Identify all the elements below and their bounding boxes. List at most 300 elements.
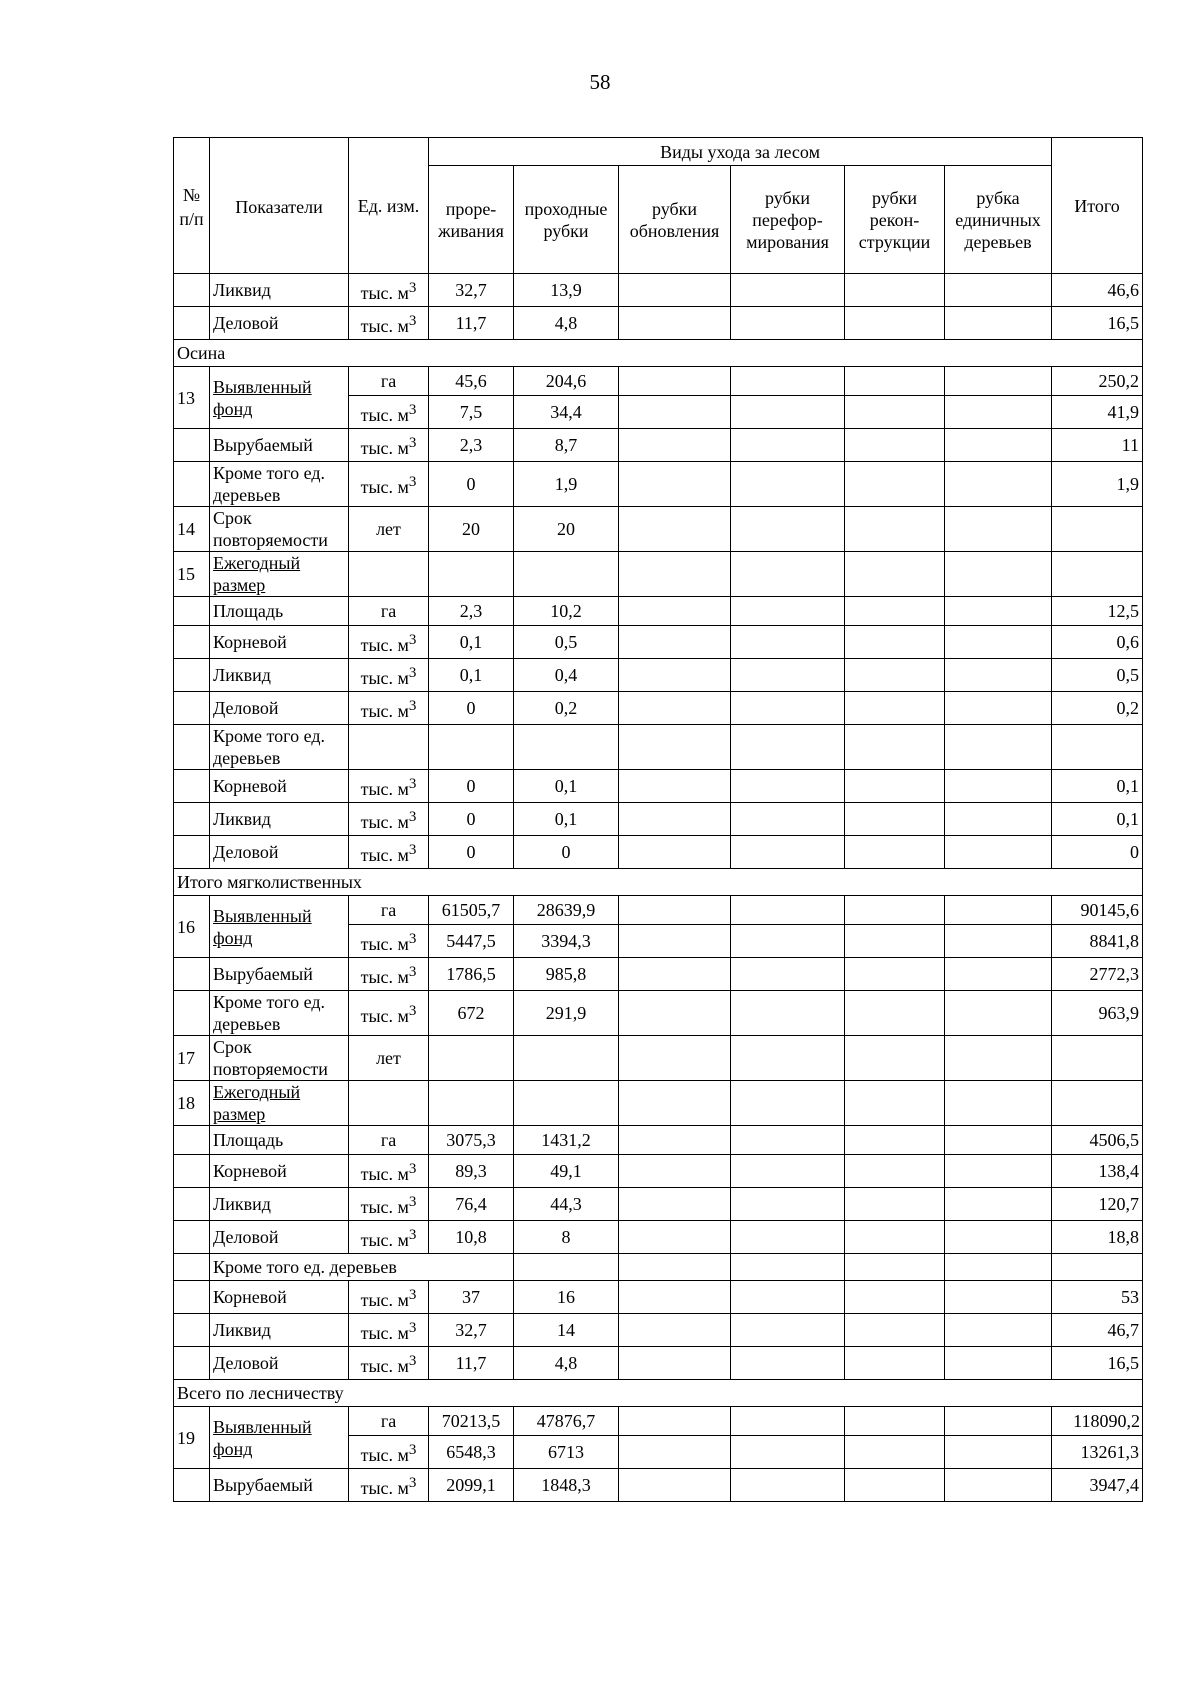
empty-cell: [619, 692, 731, 725]
empty-cell: [514, 552, 619, 597]
empty-cell: [619, 896, 731, 925]
unit-text: тыс. м: [360, 404, 409, 425]
empty-cell: [731, 1221, 845, 1254]
empty-cell: [945, 1036, 1052, 1081]
empty-cell: [945, 462, 1052, 507]
empty-cell: [619, 958, 731, 991]
empty-cell: [731, 958, 845, 991]
empty-cell: [731, 1314, 845, 1347]
empty-cell: [174, 692, 210, 725]
empty-cell: [845, 1155, 945, 1188]
page-number: 58: [589, 70, 611, 94]
empty-cell: [945, 991, 1052, 1036]
unit-text: тыс. м: [360, 966, 409, 987]
indicator-label: Корневой: [210, 770, 349, 803]
empty-cell: [174, 958, 210, 991]
unit-cell: [349, 1469, 429, 1502]
value-cell: 8,7: [514, 429, 619, 462]
empty-cell: [619, 770, 731, 803]
table-row: [174, 552, 1143, 597]
unit-text: тыс. м: [360, 1355, 409, 1376]
empty-cell: [619, 836, 731, 869]
empty-cell: [945, 507, 1052, 552]
table-row: [174, 1221, 1143, 1254]
value-cell: 28639,9: [514, 896, 619, 925]
empty-cell: [1052, 507, 1143, 552]
empty-cell: [174, 1314, 210, 1347]
empty-cell: [945, 958, 1052, 991]
unit-exponent: 3: [408, 1441, 417, 1458]
total-cell: 11: [1052, 429, 1143, 462]
unit-cell: га: [349, 896, 429, 925]
empty-cell: [945, 367, 1052, 396]
value-cell: 7,5: [429, 396, 514, 429]
total-cell: 18,8: [1052, 1221, 1143, 1254]
unit-exponent: 3: [408, 841, 417, 858]
total-cell: 53: [1052, 1281, 1143, 1314]
total-cell: 0,1: [1052, 803, 1143, 836]
empty-cell: [845, 1188, 945, 1221]
unit-cell: [349, 692, 429, 725]
empty-cell: [731, 1407, 845, 1436]
indicator-label: Вырубаемый: [210, 1469, 349, 1502]
value-cell: 6548,3: [429, 1436, 514, 1469]
empty-cell: [619, 1281, 731, 1314]
empty-cell: [945, 1081, 1052, 1126]
total-cell: 41,9: [1052, 396, 1143, 429]
unit-exponent: 3: [408, 1474, 417, 1491]
empty-cell: [845, 429, 945, 462]
indicator-label: Вырубаемый: [210, 429, 349, 462]
total-cell: 16,5: [1052, 1347, 1143, 1380]
empty-cell: [945, 1436, 1052, 1469]
unit-cell: лет: [349, 507, 429, 552]
empty-cell: [945, 1347, 1052, 1380]
table-row: [174, 597, 1143, 626]
unit-text: тыс. м: [360, 1196, 409, 1217]
value-cell: 0,1: [429, 659, 514, 692]
value-cell: 61505,7: [429, 896, 514, 925]
value-cell: 70213,5: [429, 1407, 514, 1436]
empty-cell: [619, 1407, 731, 1436]
indicator-label: Деловой: [210, 836, 349, 869]
empty-cell: [845, 1126, 945, 1155]
table-row: [174, 1155, 1143, 1188]
total-cell: 12,5: [1052, 597, 1143, 626]
unit-text: тыс. м: [360, 1289, 409, 1310]
unit-cell: [349, 659, 429, 692]
table-row: [174, 991, 1143, 1036]
section-title: Осина: [174, 340, 1143, 367]
row-number: 18: [174, 1081, 210, 1126]
empty-cell: [174, 725, 210, 770]
indicator-label: Ликвид: [210, 274, 349, 307]
unit-exponent: 3: [408, 1226, 417, 1243]
indicator-label: Корневой: [210, 626, 349, 659]
empty-cell: [174, 462, 210, 507]
empty-cell: [945, 1155, 1052, 1188]
value-cell: 8: [514, 1221, 619, 1254]
value-cell: 37: [429, 1281, 514, 1314]
value-cell: 0,1: [429, 626, 514, 659]
total-cell: 13261,3: [1052, 1436, 1143, 1469]
table-row: [174, 836, 1143, 869]
unit-exponent: 3: [408, 1002, 417, 1019]
value-cell: 1431,2: [514, 1126, 619, 1155]
value-cell: 0,2: [514, 692, 619, 725]
empty-cell: [174, 1188, 210, 1221]
table-row: [174, 1188, 1143, 1221]
empty-cell: [174, 1281, 210, 1314]
unit-exponent: 3: [408, 1160, 417, 1177]
empty-cell: [945, 1188, 1052, 1221]
header-thinning: проре- живания: [429, 166, 514, 274]
total-cell: 0,1: [1052, 770, 1143, 803]
unit-cell: га: [349, 1126, 429, 1155]
empty-cell: [731, 1347, 845, 1380]
empty-cell: [1052, 552, 1143, 597]
empty-cell: [731, 803, 845, 836]
empty-cell: [174, 836, 210, 869]
unit-text: тыс. м: [360, 1229, 409, 1250]
table-row: [174, 659, 1143, 692]
unit-text: тыс. м: [360, 476, 409, 497]
empty-cell: [845, 552, 945, 597]
header-renewal-cutting: рубки обновления: [619, 166, 731, 274]
table-row: [174, 274, 1143, 307]
value-cell: 4,8: [514, 307, 619, 340]
unit-cell: [349, 1155, 429, 1188]
indicator-label: Выявленный фонд: [210, 1407, 349, 1469]
unit-text: тыс. м: [360, 1005, 409, 1026]
unit-cell: [349, 462, 429, 507]
row-number: 19: [174, 1407, 210, 1469]
unit-cell: [349, 1314, 429, 1347]
section-row-aspen: [174, 340, 1143, 367]
indicator-label: Деловой: [210, 1221, 349, 1254]
value-cell: 0: [429, 462, 514, 507]
value-cell: 1,9: [514, 462, 619, 507]
unit-exponent: 3: [408, 1352, 417, 1369]
unit-exponent: 3: [408, 1193, 417, 1210]
table-row: [174, 1347, 1143, 1380]
value-cell: 2099,1: [429, 1469, 514, 1502]
empty-cell: [619, 274, 731, 307]
value-cell: 14: [514, 1314, 619, 1347]
empty-cell: [619, 1081, 731, 1126]
value-cell: 4,8: [514, 1347, 619, 1380]
empty-cell: [619, 1036, 731, 1081]
empty-cell: [945, 725, 1052, 770]
empty-cell: [845, 896, 945, 925]
empty-cell: [731, 552, 845, 597]
empty-cell: [945, 597, 1052, 626]
empty-cell: [845, 659, 945, 692]
unit-exponent: 3: [408, 401, 417, 418]
unit-cell: [349, 958, 429, 991]
empty-cell: [619, 1188, 731, 1221]
empty-cell: [945, 1314, 1052, 1347]
unit-text: тыс. м: [360, 667, 409, 688]
indicator-label: Срок повторяемости: [210, 507, 349, 552]
empty-cell: [845, 1347, 945, 1380]
empty-cell: [619, 1254, 731, 1281]
unit-text: тыс. м: [360, 1163, 409, 1184]
section-title: Итого мягколиственных: [174, 869, 1143, 896]
empty-cell: [514, 1081, 619, 1126]
indicator-label: Ликвид: [210, 659, 349, 692]
table-row: [174, 1314, 1143, 1347]
table-row: [174, 626, 1143, 659]
empty-cell: [619, 1436, 731, 1469]
empty-cell: [429, 1036, 514, 1081]
empty-cell: [174, 597, 210, 626]
empty-cell: [514, 1036, 619, 1081]
empty-cell: [731, 367, 845, 396]
table-row: [174, 803, 1143, 836]
unit-text: тыс. м: [360, 1322, 409, 1343]
empty-cell: [731, 626, 845, 659]
empty-cell: [429, 1081, 514, 1126]
empty-cell: [429, 725, 514, 770]
unit-exponent: 3: [408, 775, 417, 792]
value-cell: 0: [514, 836, 619, 869]
empty-cell: [349, 1081, 429, 1126]
empty-cell: [731, 1126, 845, 1155]
empty-cell: [514, 725, 619, 770]
total-cell: 16,5: [1052, 307, 1143, 340]
table-row: [174, 1281, 1143, 1314]
indicator-label: Кроме того ед. деревьев: [210, 725, 349, 770]
table-row: [174, 1254, 1143, 1281]
empty-cell: [845, 803, 945, 836]
section-row-softwood-total: [174, 869, 1143, 896]
unit-cell: [349, 1188, 429, 1221]
empty-cell: [945, 925, 1052, 958]
empty-cell: [845, 836, 945, 869]
empty-cell: [174, 1126, 210, 1155]
empty-cell: [731, 1436, 845, 1469]
empty-cell: [945, 429, 1052, 462]
empty-cell: [619, 659, 731, 692]
value-cell: 5447,5: [429, 925, 514, 958]
value-cell: 0,5: [514, 626, 619, 659]
empty-cell: [845, 1081, 945, 1126]
table-row: [174, 1126, 1143, 1155]
empty-cell: [731, 725, 845, 770]
empty-cell: [619, 1126, 731, 1155]
empty-cell: [945, 659, 1052, 692]
value-cell: 0: [429, 692, 514, 725]
indicator-label: Площадь: [210, 1126, 349, 1155]
empty-cell: [731, 1281, 845, 1314]
empty-cell: [845, 597, 945, 626]
table-row: [174, 367, 1143, 396]
empty-cell: [619, 1347, 731, 1380]
total-cell: 250,2: [1052, 367, 1143, 396]
row-number: 16: [174, 896, 210, 958]
header-reformation-cutting: рубки перефор- мирования: [731, 166, 845, 274]
table-row: [174, 958, 1143, 991]
unit-exponent: 3: [408, 312, 417, 329]
value-cell: 3394,3: [514, 925, 619, 958]
empty-cell: [731, 896, 845, 925]
unit-text: тыс. м: [360, 315, 409, 336]
empty-cell: [619, 1314, 731, 1347]
value-cell: 1848,3: [514, 1469, 619, 1502]
empty-cell: [1052, 1254, 1143, 1281]
value-cell: 16: [514, 1281, 619, 1314]
empty-cell: [429, 552, 514, 597]
table-row: [174, 725, 1143, 770]
value-cell: 1786,5: [429, 958, 514, 991]
empty-cell: [945, 896, 1052, 925]
unit-text: тыс. м: [360, 811, 409, 832]
empty-cell: [619, 367, 731, 396]
header-care-types: Виды ухода за лесом: [429, 138, 1052, 166]
unit-exponent: 3: [408, 279, 417, 296]
empty-cell: [349, 552, 429, 597]
indicator-label: Кроме того ед. деревьев: [210, 462, 349, 507]
total-cell: 8841,8: [1052, 925, 1143, 958]
indicator-label: Деловой: [210, 307, 349, 340]
empty-cell: [845, 396, 945, 429]
value-cell: 44,3: [514, 1188, 619, 1221]
empty-cell: [845, 991, 945, 1036]
empty-cell: [845, 626, 945, 659]
empty-cell: [731, 429, 845, 462]
unit-exponent: 3: [408, 1319, 417, 1336]
empty-cell: [174, 274, 210, 307]
table-row: [174, 896, 1143, 925]
row-number: 15: [174, 552, 210, 597]
value-cell: 2,3: [429, 429, 514, 462]
empty-cell: [945, 552, 1052, 597]
value-cell: 985,8: [514, 958, 619, 991]
empty-cell: [619, 991, 731, 1036]
unit-cell: [349, 836, 429, 869]
unit-exponent: 3: [408, 930, 417, 947]
empty-cell: [619, 597, 731, 626]
empty-cell: [174, 803, 210, 836]
empty-cell: [174, 429, 210, 462]
indicator-label: Кроме того ед. деревьев: [210, 991, 349, 1036]
empty-cell: [845, 1314, 945, 1347]
empty-cell: [845, 1221, 945, 1254]
value-cell: 89,3: [429, 1155, 514, 1188]
empty-cell: [731, 1188, 845, 1221]
empty-cell: [619, 1221, 731, 1254]
unit-cell: [349, 626, 429, 659]
total-cell: 0,2: [1052, 692, 1143, 725]
row-number: 17: [174, 1036, 210, 1081]
indicator-label: Ликвид: [210, 1314, 349, 1347]
empty-cell: [945, 803, 1052, 836]
empty-cell: [845, 1254, 945, 1281]
empty-cell: [945, 770, 1052, 803]
unit-cell: [349, 1281, 429, 1314]
empty-cell: [945, 836, 1052, 869]
total-cell: 0: [1052, 836, 1143, 869]
empty-cell: [731, 770, 845, 803]
indicator-label: Площадь: [210, 597, 349, 626]
empty-cell: [619, 307, 731, 340]
empty-cell: [731, 1469, 845, 1502]
unit-cell: [349, 1347, 429, 1380]
section-title: Всего по лесничеству: [174, 1380, 1143, 1407]
empty-cell: [845, 1036, 945, 1081]
unit-cell: га: [349, 367, 429, 396]
indicator-label: Ликвид: [210, 803, 349, 836]
empty-cell: [619, 725, 731, 770]
unit-exponent: 3: [408, 963, 417, 980]
empty-cell: [619, 429, 731, 462]
value-cell: 672: [429, 991, 514, 1036]
unit-cell: га: [349, 1407, 429, 1436]
value-cell: 13,9: [514, 274, 619, 307]
empty-cell: [845, 692, 945, 725]
total-cell: 138,4: [1052, 1155, 1143, 1188]
indicator-label: Срок повторяемости: [210, 1036, 349, 1081]
total-cell: 90145,6: [1052, 896, 1143, 925]
empty-cell: [731, 925, 845, 958]
empty-cell: [845, 367, 945, 396]
unit-text: тыс. м: [360, 437, 409, 458]
row-number: 14: [174, 507, 210, 552]
indicator-label: Выявленный фонд: [210, 367, 349, 429]
value-cell: 34,4: [514, 396, 619, 429]
total-cell: 118090,2: [1052, 1407, 1143, 1436]
empty-cell: [731, 507, 845, 552]
value-cell: 204,6: [514, 367, 619, 396]
value-cell: 3075,3: [429, 1126, 514, 1155]
unit-text: тыс. м: [360, 700, 409, 721]
table-row: [174, 307, 1143, 340]
empty-cell: [845, 1436, 945, 1469]
table-row: [174, 1081, 1143, 1126]
header-reconstruction-cutting: рубки рекон- струкции: [845, 166, 945, 274]
empty-cell: [619, 803, 731, 836]
value-cell: 32,7: [429, 1314, 514, 1347]
total-cell: 963,9: [1052, 991, 1143, 1036]
empty-cell: [845, 307, 945, 340]
empty-cell: [174, 1254, 210, 1281]
empty-cell: [1052, 725, 1143, 770]
empty-cell: [619, 552, 731, 597]
empty-cell: [174, 626, 210, 659]
empty-cell: [945, 1126, 1052, 1155]
empty-cell: [731, 462, 845, 507]
empty-cell: [945, 692, 1052, 725]
value-cell: 0,1: [514, 770, 619, 803]
value-cell: 20: [429, 507, 514, 552]
empty-cell: [731, 597, 845, 626]
empty-cell: [619, 1155, 731, 1188]
unit-cell: [349, 803, 429, 836]
empty-cell: [174, 1155, 210, 1188]
value-cell: 20: [514, 507, 619, 552]
table-row: [174, 1407, 1143, 1436]
unit-exponent: 3: [408, 434, 417, 451]
empty-cell: [174, 1347, 210, 1380]
header-total: Итого: [1052, 138, 1143, 274]
indicator-label: Ликвид: [210, 1188, 349, 1221]
empty-cell: [731, 1081, 845, 1126]
empty-cell: [174, 1469, 210, 1502]
total-cell: 2772,3: [1052, 958, 1143, 991]
value-cell: 11,7: [429, 1347, 514, 1380]
total-cell: 4506,5: [1052, 1126, 1143, 1155]
